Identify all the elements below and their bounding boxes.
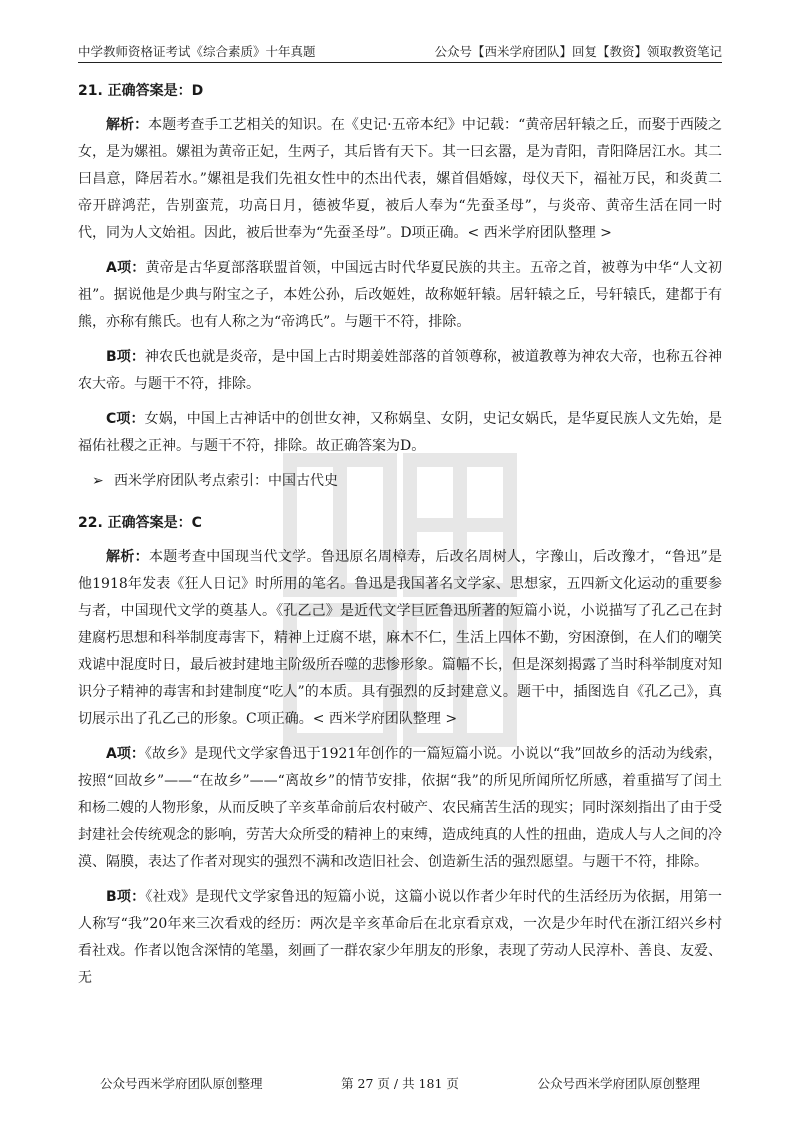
q21-option-c [78,406,722,460]
q22-analysis-text: 本题考查中国现当代文学。鲁迅原名周樟寿，后改名周树人，字豫山，后改豫才，“鲁迅”是他1918年发表《狂人日记》时所用的笔名。鲁迅是我国著名文学家、思想家，五四新文化运动的重要参与者，中国现代文学的奠基人。《孔乙己》是近代文学巨匠鲁迅所著的短篇小说，小说描写了孔乙己在封建腐朽思想和科举制度毒害下，精神上迂腐不堪，麻木不仁，生活上四体不勤，穷困潦倒，在人们的嘲笑戏谑中混度时日，最后被封建地主阶级所吞噬的悲惨形象。篇幅不长，但是深刻揭露了当时科举制度对知识分子精神的毒害和封建制度“吃人”的本质。具有强烈的反封建意义。题干中，插图选自《孔乙己》，真切展示出了孔乙己的形象。C项正确。< 西米学府团队整理 > [78,549,723,727]
q22-title: 22. 正确答案是：C [78,515,202,531]
q21-title: 21. 正确答案是：D [78,83,204,99]
q21-analysis [78,112,722,247]
q22-analysis [78,544,722,733]
arrow-bullet-icon: ➢ [92,473,104,489]
q21-option-c-label: C项： [106,411,145,427]
q22-option-b-label: B项： [106,889,146,905]
q21-option-a [78,255,722,336]
q21-topic-index-text: 西米学府团队考点索引：中国古代史 [114,473,338,489]
q21-option-b [78,344,722,398]
page-header [78,38,722,63]
q21-topic-index [78,468,722,494]
q21-analysis-text: 本题考查手工艺相关的知识。在《史记·五帝本纪》中记载：“黄帝居轩辕之丘，而娶于西陵之女，是为嫘祖。嫘祖为黄帝正妃，生两子，其后皆有天下。其一曰玄嚣，是为青阳，青阳降居江水。其二曰昌意，降居若水。”嫘祖是我们先祖女性中的杰出代表，嫘首倡婚嫁，母仪天下，福祉万民，和炎黄二帝开辟鸿茫，告别蛮荒，功高日月，德被华夏，被后人奉为“先蚕圣母”，与炎帝、黄帝生活在同一时代，同为人文始祖。因此，被后世奉为“先蚕圣母”。D项正确。< 西米学府团队整理 > [78,117,723,241]
header-right-text: 公众号【西米学府团队】回复【教资】领取教资笔记 [434,44,722,59]
q22-option-a-label: A项： [106,746,145,762]
page-number: 第 27 页 / 共 181 页 [341,1076,459,1091]
footer-left-text: 公众号西米学府团队原创整理 [100,1076,263,1091]
footer-right-text: 公众号西米学府团队原创整理 [537,1076,700,1091]
q21-option-b-text: 神农氏也就是炎帝，是中国上古时期姜姓部落的首领尊称，被道教尊为神农大帝，也称五谷神农大帝。与题干不符，排除。 [78,349,722,392]
q21-option-a-text: 黄帝是古华夏部落联盟首领，中国远古时代华夏民族的共主。五帝之首，被尊为中华“人文初祖”。据说他是少典与附宝之子，本姓公孙，后改姬姓，故称姬轩辕。居轩辕之丘，号轩辕氏，建都于有熊，亦称有熊氏。也有人称之为“帝鸿氏”。与题干不符，排除。 [78,260,723,330]
q21-analysis-label: 解析： [106,117,149,133]
q22-option-b [78,884,722,992]
q22-option-a-text: 《故乡》是现代文学家鲁迅于1921年创作的一篇短篇小说。小说以“我”回故乡的活动为线索，按照“回故乡”——“在故乡”——“离故乡”的情节安排，依据“我”的所见所闻所忆所感，着重描写了闰土和杨二嫂的人物形象，从而反映了辛亥革命前后农村破产、农民痛苦生活的现实；同时深刻指出了由于受封建社会传统观念的影响，劳苦大众所受的精神上的束缚，造成纯真的人性的扭曲，造成人与人之间的冷漠、隔膜，表达了作者对现实的强烈不满和改造旧社会、创造新生活的强烈愿望。与题干不符，排除。 [78,746,722,870]
q22-option-b-text: 《社戏》是现代文学家鲁迅的短篇小说，这篇小说以作者少年时代的生活经历为依据，用第一人称写“我”20年来三次看戏的经历：两次是辛亥革命后在北京看京戏，一次是少年时代在浙江绍兴乡村看社戏。作者以饱含深情的笔墨，刻画了一群农家少年朋友的形象，表现了劳动人民淳朴、善良、友爱、无 [78,889,723,986]
q21-option-b-label: B项： [106,349,145,365]
page-footer [78,1074,722,1094]
q21-option-c-text: 女娲，中国上古神话中的创世女神，又称娲皇、女阴，史记女娲氏，是华夏民族人文先始，是福佑社稷之正神。与题干不符，排除。故正确答案为D。 [78,411,723,454]
header-left-text: 中学教师资格证考试《综合素质》十年真题 [78,44,316,59]
page-content [78,80,722,1000]
q21-option-a-label: A项： [106,260,146,276]
q22-analysis-label: 解析： [106,549,149,565]
q22-option-a [78,741,722,876]
